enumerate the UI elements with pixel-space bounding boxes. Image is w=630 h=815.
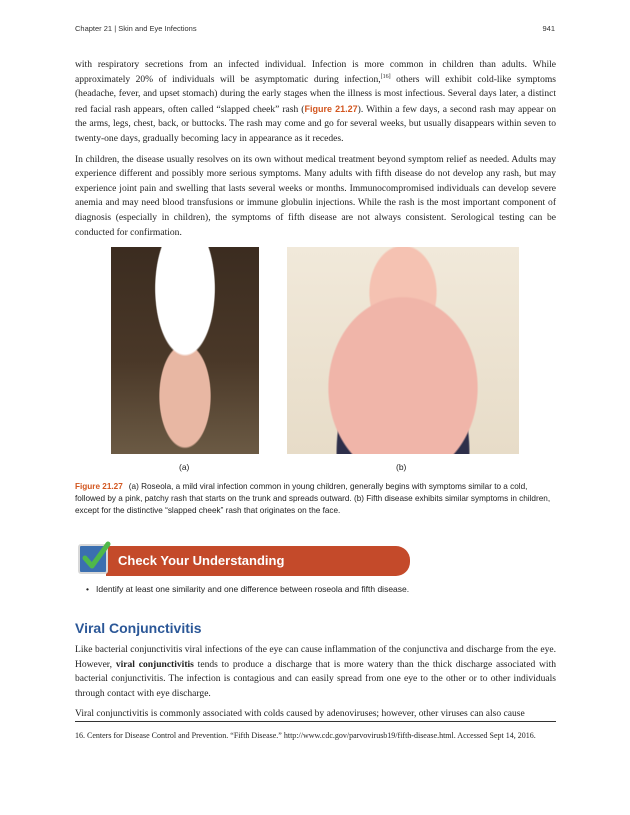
check-understanding-banner	[106, 546, 410, 576]
fifth-disease-photo	[287, 247, 519, 454]
section-paragraph-2: Viral conjunctivitis is commonly associated with colds caused by adenoviruses; however, other viruses can also cause	[75, 708, 525, 720]
running-header	[75, 24, 555, 33]
check-understanding-text: Identify at least one similarity and one difference between roseola and fifth disease.	[96, 584, 410, 594]
page-number: 941	[542, 24, 555, 33]
section-body-text	[75, 643, 556, 728]
para1-text-a: with respiratory secretions from an infected individual. Infection is more common in children than adults. While approximately 20% of individuals will be asymptomatic during infection,	[75, 59, 556, 85]
checkbox-check-icon	[78, 544, 108, 574]
figure-label-a: (a)	[179, 462, 190, 472]
section-paragraph-1	[75, 643, 556, 701]
figure-caption	[75, 481, 557, 517]
bullet-icon: •	[86, 584, 89, 594]
para1-text-b: others will exhibit cold-like symptoms (headache, fever, and upset stomach) during the early stages when the illness is most infectious. Several days later, a distinct red facial rash appears, often called “slapped cheek” rash (	[75, 73, 556, 115]
top-body-text	[75, 58, 556, 246]
roseola-photo	[111, 247, 259, 454]
caption-figure-label: Figure 21.27	[75, 482, 123, 491]
figure-link[interactable]: Figure 21.27	[304, 103, 358, 114]
footnote: 16. Centers for Disease Control and Prevention. “Fifth Disease.” http://www.cdc.gov/parvovirusb19/fifth-disease.html. Accessed Sept 14, 2016.	[75, 731, 536, 740]
check-understanding-item	[86, 584, 526, 594]
key-term: viral conjunctivitis	[115, 658, 194, 670]
section-p1-text-a: Like bacterial conjunctivitis viral infections of the eye can cause inflammation of the conjunctiva and discharge from the eye. However,	[75, 644, 556, 670]
section-p1-text-b: tends to produce a discharge that is more watery than the thick discharge associated with bacterial conjunctivitis. The infection is contagious and can easily spread from one eye to the other or to other individuals through contact with eye discharge.	[75, 658, 556, 699]
section-heading: Viral Conjunctivitis	[75, 620, 202, 636]
footnote-divider	[75, 721, 556, 722]
figure-label-b: (b)	[396, 462, 407, 472]
check-understanding-title: Check Your Understanding	[118, 553, 285, 568]
para1-text-c: ). Within a few days, a second rash may appear on the arms, legs, chest, back, or buttocks. The rash may come and go for several weeks, but usually disappears within seven to twenty-one days, gradually becoming lacy in appearance as it recedes.	[75, 103, 557, 144]
caption-text: (a) Roseola, a mild viral infection common in young children, generally begins with symptoms similar to a cold, followed by a pink, patchy rash that starts on the trunk and spreads outward. (b) Fifth disease exhibits similar symptoms in children, except for the distinctive “slapped cheek” rash that originates on the face.	[75, 482, 551, 515]
chapter-title: Chapter 21 | Skin and Eye Infections	[75, 24, 197, 33]
paragraph-2: In children, the disease usually resolves on its own without medical treatment beyond symptom relief as needed. Adults may experience different and possibly more serious symptoms. Many adults with fifth disease do not develop any rash, but may experience joint pain and swelling that lasts several weeks or months. Immunocompromised individuals can develop severe anemia and may need blood transfusions or immune globulin injections. While the rash is the most important component of diagnosis (especially in children), the symptoms of fifth disease are not always consistent. Serological testing can be conducted for confirmation.	[75, 153, 556, 238]
paragraph-1	[75, 58, 556, 147]
footnote-ref-16[interactable]: [16]	[380, 73, 391, 80]
